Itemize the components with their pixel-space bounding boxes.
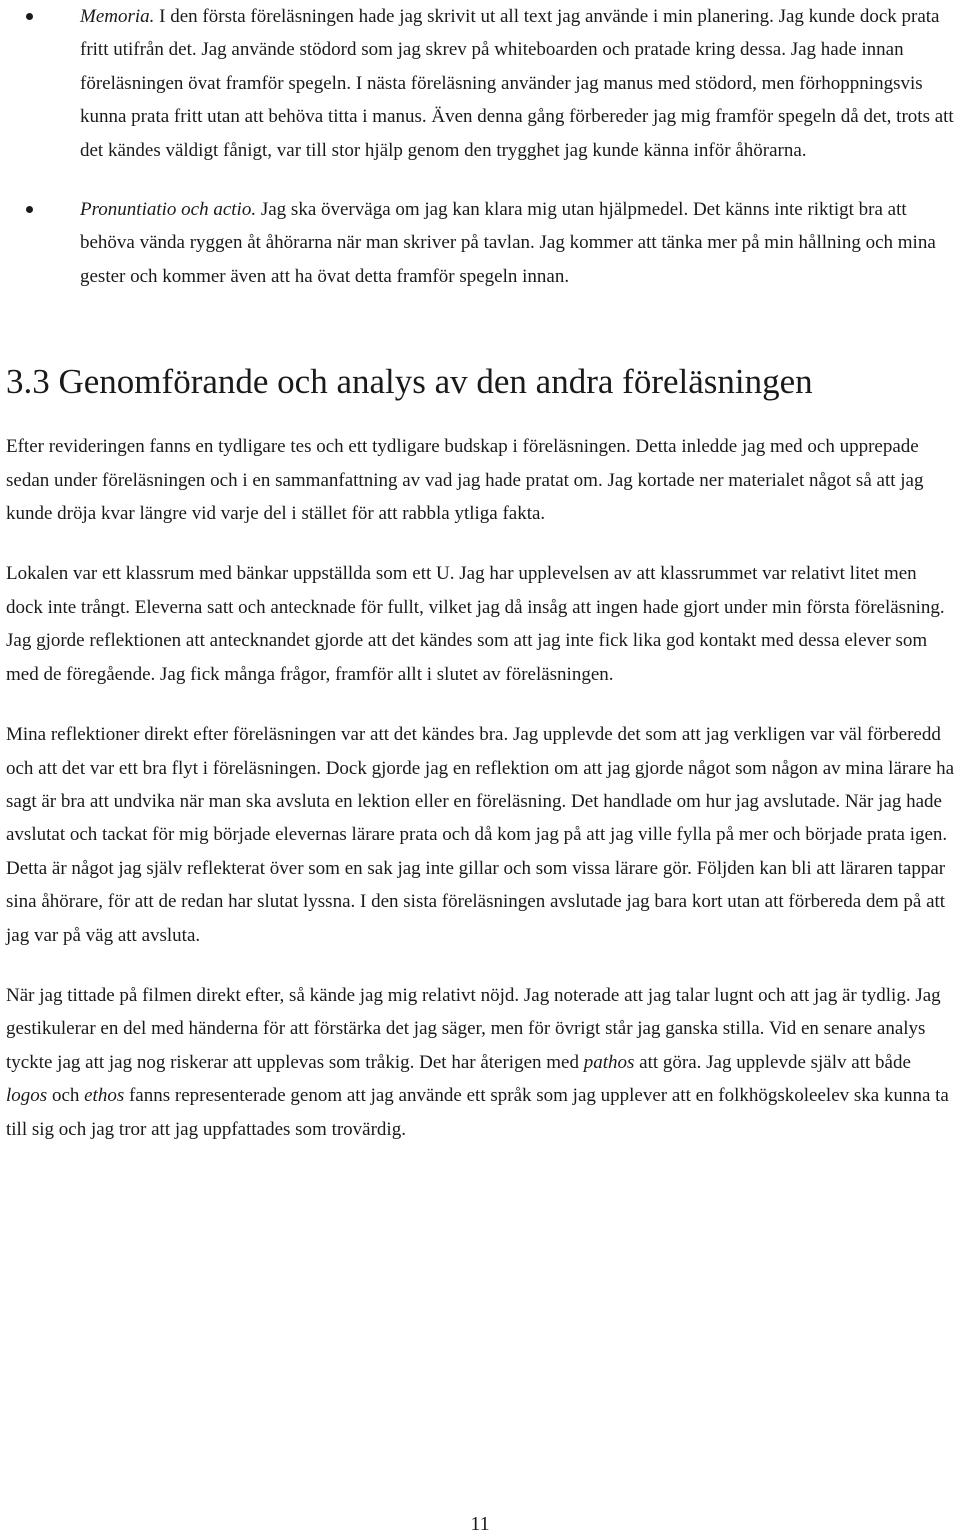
paragraph-venue: Lokalen var ett klassrum med bänkar uppställda som ett U. Jag har upplevelsen av att klassrummet var relativt litet men dock inte trångt. Eleverna satt och antecknade för fullt, vilket jag då insåg att ingen hade gjort under min första föreläsning. Jag gjorde reflektionen att antecknandet gjorde att det kändes som att jag inte fick lika god kontakt med dessa elever som med de föregående. Jag fick många frågor, framför allt i slutet av föreläsningen.: [6, 563, 945, 685]
text-run: att göra. Jag upplevde själv att både: [634, 1051, 911, 1073]
document-page: [6, 0, 956, 1146]
term-ethos: ethos: [84, 1085, 125, 1107]
text-run: fanns representerade genom att jag använde ett språk som jag upplever att en folkhögskoleelev ska kunna ta till sig och jag tror att jag uppfattades som trovärdig.: [6, 1085, 949, 1140]
page-number: 11: [470, 1513, 490, 1535]
bullet-list: [6, 0, 956, 293]
section-heading: 3.3 Genomförande och analys av den andra föreläsningen: [6, 362, 813, 402]
bullet-text: [80, 0, 956, 167]
bullet-lead: Pronuntiatio och actio.: [80, 199, 257, 221]
term-logos: logos: [6, 1085, 48, 1107]
bullet-item-memoria: [6, 0, 956, 167]
paragraph-reflections: Mina reflektioner direkt efter föreläsningen var att det kändes bra. Jag upplevde det som att jag verkligen var väl förberedd och att det var ett bra flyt i föreläsningen. Dock gjorde jag en reflektion om att jag gjorde något som någon av mina lärare ha sagt är bra att undvika när man ska avsluta en lektion eller en föreläsning. Det handlade om hur jag avslutade. När jag hade avslutat och tackat för mig började elevernas lärare prata och då kom jag på att jag ville fylla på mer och började prata igen. Detta är något jag själv reflekterat över som en sak jag inte gillar och som vissa lärare gör. Följden kan bli att läraren tappar sina åhörare, för att de redan har slutat lyssna. I den sista föreläsningen avslutade jag bara kort utan att förbereda dem på att jag var på väg att avsluta.: [6, 724, 955, 946]
bullet-body: Jag ska överväga om jag kan klara mig utan hjälpmedel. Det känns inte riktigt bra att behöva vända ryggen åt åhörarna när man skriver på tavlan. Jag kommer att tänka mer på min hållning och mina gester och kommer även att ha övat detta framför spegeln innan.: [80, 199, 936, 287]
paragraph-revision: Efter revideringen fanns en tydligare tes och ett tydligare budskap i föreläsningen. Detta inledde jag med och upprepade sedan under föreläsningen och i en sammanfattning av vad jag hade pratat om. Jag kortade ner materialet något så att jag kunde dröja kvar längre vid varje del i stället för att rabbla ytliga fakta.: [6, 436, 924, 525]
bullet-item-pronuntiatio: [6, 193, 956, 293]
bullet-text: [80, 193, 956, 293]
bullet-dot: [26, 13, 33, 20]
text-run: När jag tittade på filmen direkt efter, så kände jag mig relativt nöjd. Jag noterade att jag talar lugnt och att jag är tydlig. Jag gestikulerar en del med händerna för att förstärka det jag säger, men för övrigt står jag ganska stilla. Vid en senare analys tyckte jag att jag nog riskerar att upplevas som tråkig. Det har återigen med: [6, 984, 941, 1073]
text-run: och: [47, 1085, 85, 1107]
bullet-body: I den första föreläsningen hade jag skrivit ut all text jag använde i min planering. Jag kunde dock prata fritt utifrån det. Jag använde stödord som jag skrev på whiteboarden och pratade kring dessa. Jag hade innan föreläsningen övat framför spegeln. I nästa föreläsning använder jag manus med stödord, men förhoppningsvis kunna prata fritt utan att behöva titta i manus. Även denna gång förbereder jag mig framför spegeln då det, trots att det kändes väldigt fånigt, var till stor hjälp genom den trygghet jag kunde känna inför åhörarna.: [80, 6, 954, 161]
term-pathos: pathos: [583, 1051, 635, 1073]
paragraph-film-analysis: [6, 979, 956, 1146]
bullet-lead: Memoria.: [80, 6, 155, 27]
bullet-dot: [26, 206, 33, 213]
